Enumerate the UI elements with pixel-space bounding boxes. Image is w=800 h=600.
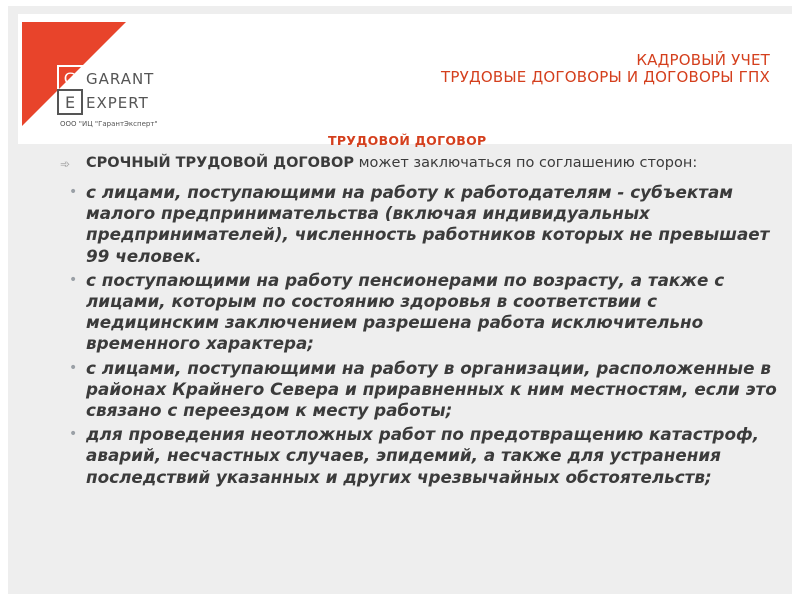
list-item-text: с лицами, поступающими на работу к работодателям - субъектам малого предпринимательства (включая индивидуальных предпринимателей), численность работников которых не превышает 99 человек. [86,182,770,266]
slide-title [441,52,770,86]
slide-title-line2: ТРУДОВЫЕ ДОГОВОРЫ И ДОГОВОРЫ ГПХ [441,68,770,86]
logo-letter-g: G [63,69,77,88]
list-item [60,270,790,355]
slide [8,6,792,594]
list-item [60,358,790,422]
conditions-list [60,182,790,488]
slide-title-line1: КАДРОВЫЙ УЧЕТ [636,51,770,69]
logo-letter-e: E [64,93,76,112]
intro-lead: СРОЧНЫЙ ТРУДОВОЙ ДОГОВОР [86,155,354,171]
arrow-bullet-icon: ➾ [60,157,71,171]
bullet-dot-icon: • [69,359,78,376]
bullet-dot-icon: • [69,426,78,443]
list-item [60,182,790,267]
list-item-text: с поступающими на работу пенсионерами по возрасту, а также с лицами, которым по состоянию здоровья в соответствии с медицинским заключением разрешена работа исключительно временного характера; [86,269,725,354]
logo-word-expert: EXPERT [86,94,149,112]
list-item-text: для проведения неотложных работ по предотвращению катастроф, аварий, несчастных случаев, эпидемий, а также для устранения последствий указанных и других чрезвычайных обстоятельств; [86,424,760,487]
list-item-text: с лицами, поступающими на работу в организации, расположенные в районах Крайнего Севера и приравненных к ним местностям, если это связано с переездом к месту работы; [86,357,777,421]
intro-rest: может заключаться по соглашению сторон: [353,155,698,171]
bullet-dot-icon: • [69,184,78,200]
intro-paragraph [60,154,790,173]
section-heading: ТРУДОВОЙ ДОГОВОР [328,133,487,148]
bullet-dot-icon: • [69,271,78,288]
company-logo [22,22,180,142]
company-logo-graphic [22,22,180,142]
logo-company-name: ООО "ИЦ "ГарантЭксперт" [60,120,158,128]
list-item [60,424,790,488]
content-body [60,154,790,491]
logo-word-garant: GARANT [86,70,155,88]
